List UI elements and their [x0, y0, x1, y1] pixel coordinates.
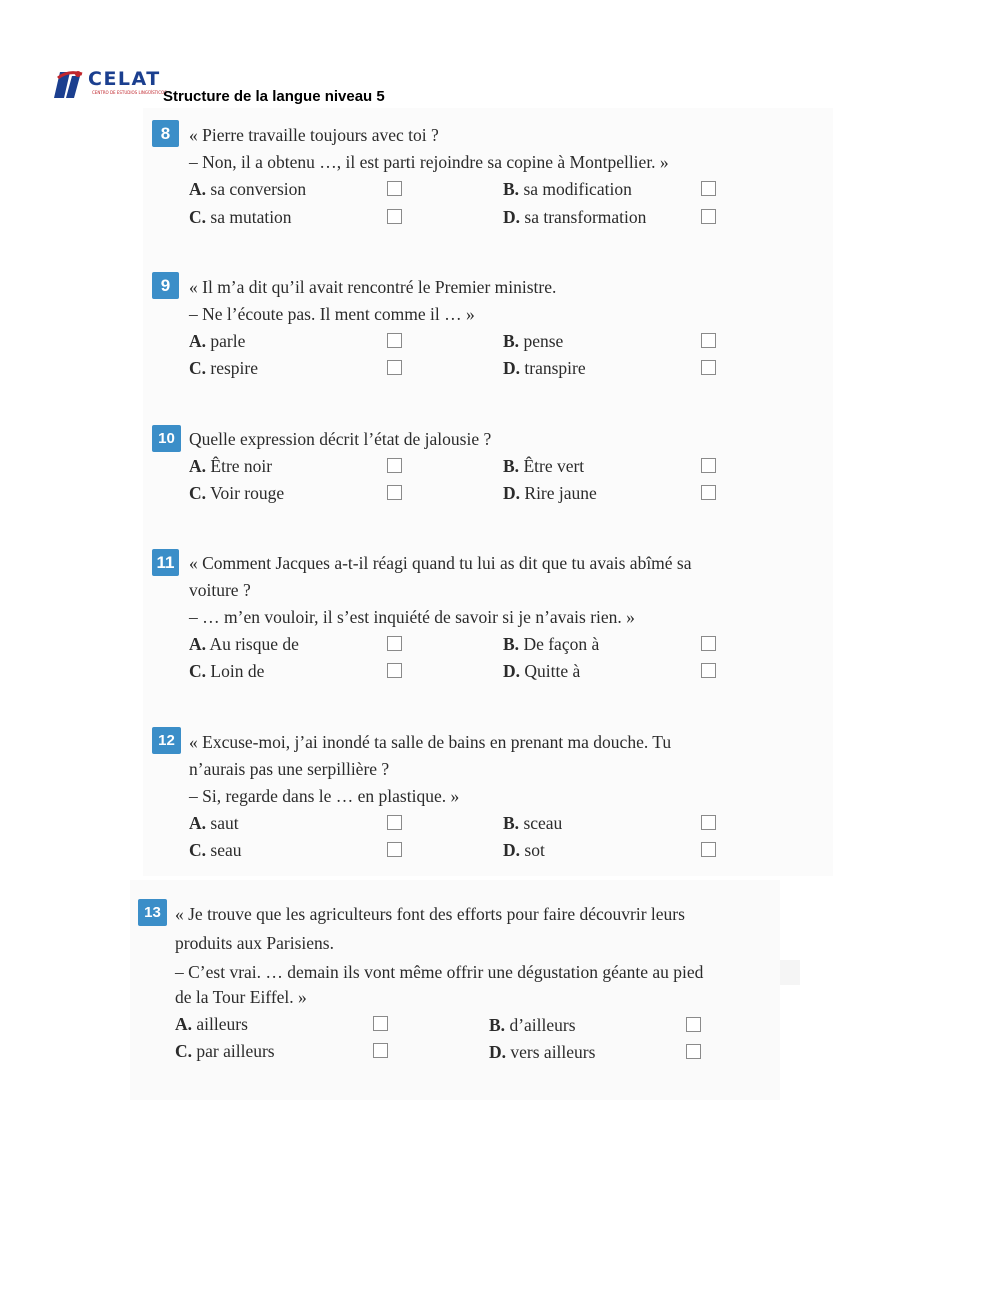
option-a: A. Au risque de	[189, 634, 299, 654]
option-c-checkbox[interactable]	[387, 360, 402, 375]
option-b: B. sa modification	[503, 179, 632, 199]
option-d: D. Rire jaune	[503, 483, 597, 503]
question-text: – C’est vrai. … demain ils vont même offrir une dégustation géante au pied	[175, 962, 704, 982]
option-b: B. Être vert	[503, 456, 585, 476]
question-text: « Pierre travaille toujours avec toi ?	[189, 125, 439, 145]
option-c-checkbox[interactable]	[387, 209, 402, 224]
option-c-checkbox[interactable]	[387, 663, 402, 678]
question-text: n’aurais pas une serpillière ?	[189, 759, 390, 779]
logo-text: CELAT	[88, 68, 161, 90]
option-d: D. transpire	[503, 358, 586, 378]
option-a: A. ailleurs	[175, 1014, 248, 1034]
question-text: – Non, il a obtenu …, il est parti rejoindre sa copine à Montpellier. »	[189, 152, 669, 172]
celat-logo	[48, 68, 167, 102]
question-number: 11	[152, 549, 179, 576]
option-c: C. respire	[189, 358, 259, 378]
option-c-checkbox[interactable]	[387, 842, 402, 857]
option-a-checkbox[interactable]	[387, 181, 402, 196]
question-number: 9	[152, 272, 179, 299]
question-text: « Comment Jacques a-t-il réagi quand tu lui as dit que tu avais abîmé sa	[189, 553, 692, 573]
question-text: – Ne l’écoute pas. Il ment comme il … »	[189, 304, 475, 324]
option-a-checkbox[interactable]	[387, 815, 402, 830]
celat-logo-icon	[48, 68, 88, 100]
question-text: voiture ?	[189, 580, 251, 600]
option-d: D. vers ailleurs	[489, 1042, 596, 1062]
option-d-checkbox[interactable]	[701, 209, 716, 224]
scan-edge	[780, 960, 800, 985]
question-text: « Je trouve que les agriculteurs font des efforts pour faire découvrir leurs	[175, 904, 685, 924]
option-c: C. sa mutation	[189, 207, 292, 227]
option-a: A. Être noir	[189, 456, 273, 476]
page-title: Structure de la langue niveau 5	[163, 88, 385, 105]
option-d-checkbox[interactable]	[701, 360, 716, 375]
question-text: de la Tour Eiffel. »	[175, 987, 307, 1007]
question-text: – Si, regarde dans le … en plastique. »	[189, 786, 460, 806]
option-d: D. Quitte à	[503, 661, 581, 681]
option-a: A. sa conversion	[189, 179, 307, 199]
option-c: C. Voir rouge	[189, 483, 285, 503]
option-a: A. saut	[189, 813, 239, 833]
option-b: B. d’ailleurs	[489, 1015, 576, 1035]
option-c: C. par ailleurs	[175, 1041, 275, 1061]
option-a-checkbox[interactable]	[387, 636, 402, 651]
option-b: B. sceau	[503, 813, 563, 833]
option-b-checkbox[interactable]	[701, 458, 716, 473]
logo-tagline: CENTRO DE ESTUDIOS LINGÜÍSTICOS	[92, 90, 167, 95]
option-b-checkbox[interactable]	[686, 1017, 701, 1032]
option-a-checkbox[interactable]	[387, 333, 402, 348]
question-text: Quelle expression décrit l’état de jalousie ?	[189, 429, 492, 449]
question-number: 12	[152, 727, 181, 754]
option-c-checkbox[interactable]	[373, 1043, 388, 1058]
question-number: 8	[152, 120, 179, 147]
option-a-checkbox[interactable]	[387, 458, 402, 473]
option-c: C. Loin de	[189, 661, 265, 681]
option-d: D. sa transformation	[503, 207, 647, 227]
option-b-checkbox[interactable]	[701, 636, 716, 651]
option-a-checkbox[interactable]	[373, 1016, 388, 1031]
option-d-checkbox[interactable]	[701, 485, 716, 500]
option-b-checkbox[interactable]	[701, 181, 716, 196]
option-d-checkbox[interactable]	[701, 842, 716, 857]
option-b-checkbox[interactable]	[701, 333, 716, 348]
option-c: C. seau	[189, 840, 242, 860]
question-text: « Excuse-moi, j’ai inondé ta salle de bains en prenant ma douche. Tu	[189, 732, 672, 752]
question-text: produits aux Parisiens.	[175, 933, 334, 953]
option-b: B. De façon à	[503, 634, 600, 654]
option-b-checkbox[interactable]	[701, 815, 716, 830]
option-d: D. sot	[503, 840, 545, 860]
option-d-checkbox[interactable]	[701, 663, 716, 678]
question-number: 10	[152, 425, 181, 452]
question-number: 13	[138, 899, 167, 926]
question-text: – … m’en vouloir, il s’est inquiété de savoir si je n’avais rien. »	[189, 607, 635, 627]
option-a: A. parle	[189, 331, 246, 351]
option-d-checkbox[interactable]	[686, 1044, 701, 1059]
question-text: « Il m’a dit qu’il avait rencontré le Premier ministre.	[189, 277, 557, 297]
option-c-checkbox[interactable]	[387, 485, 402, 500]
option-b: B. pense	[503, 331, 564, 351]
